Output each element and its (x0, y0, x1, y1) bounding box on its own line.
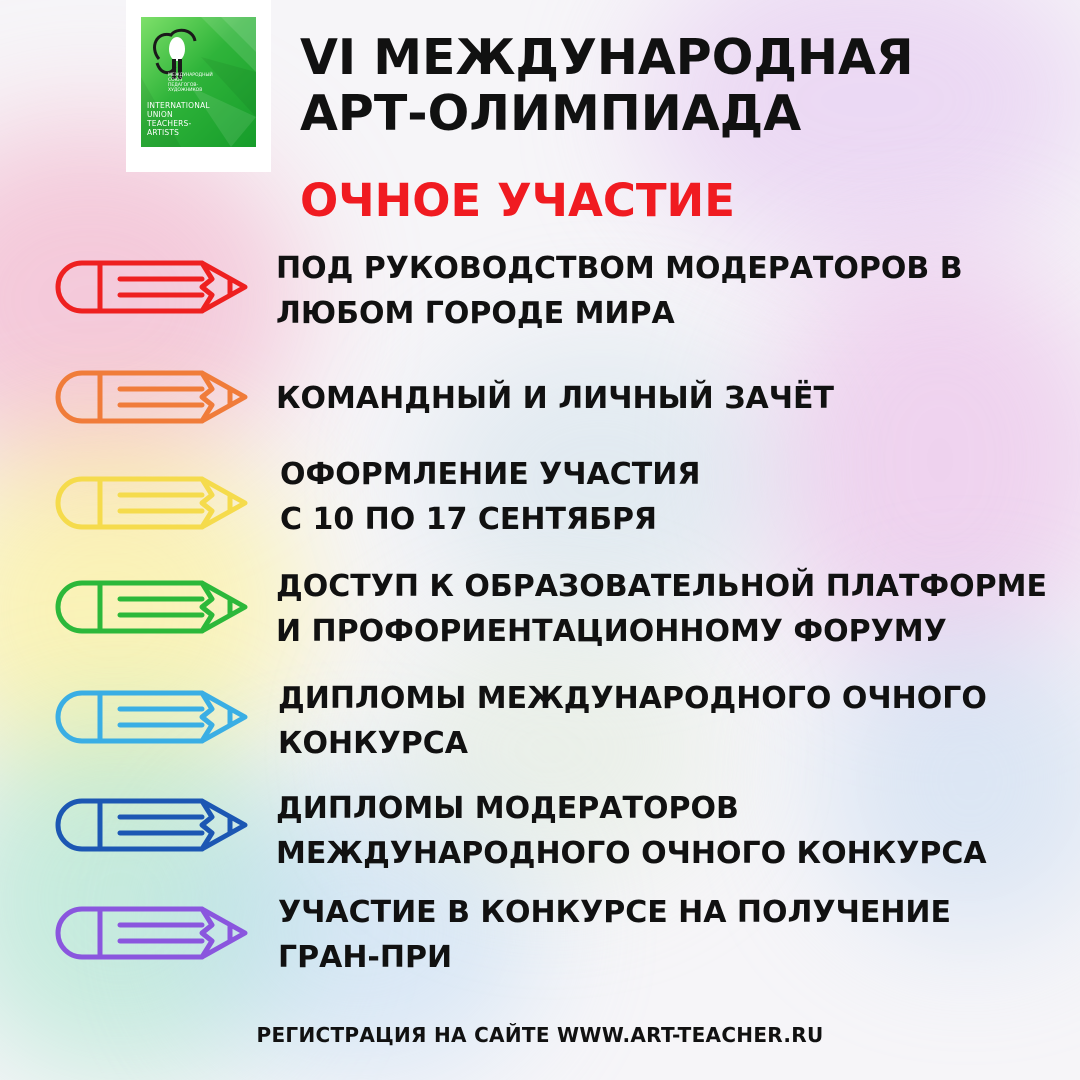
feature-line: УЧАСТИЕ В КОНКУРСЕ НА ПОЛУЧЕНИЕ (278, 895, 952, 930)
pencil-icon (52, 368, 250, 426)
feature-line: МЕЖДУНАРОДНОГО ОЧНОГО КОНКУРСА (276, 836, 987, 871)
title-line: АРТ-ОЛИМПИАДА (300, 85, 802, 142)
feature-text (278, 890, 951, 980)
feature-line: ДИПЛОМЫ МОДЕРАТОРОВ (276, 791, 739, 826)
feature-line: ДИПЛОМЫ МЕЖДУНАРОДНОГО ОЧНОГО (278, 681, 987, 716)
feature-text (276, 246, 963, 336)
feature-text (276, 376, 834, 421)
logo-caption-ru (168, 73, 228, 93)
feature-text (280, 452, 700, 542)
feature-line: ЛЮБОМ ГОРОДЕ МИРА (276, 296, 675, 331)
pencil-icon (52, 474, 250, 532)
logo-small-line: МЕЖДУНАРОДНЫЙ (168, 73, 213, 78)
logo-text-line: ARTISTS (147, 128, 180, 137)
footer-registration: РЕГИСТРАЦИЯ НА САЙТЕ WWW.ART-TEACHER.RU (256, 1023, 824, 1047)
logo-text-line: INTERNATIONAL (147, 101, 210, 110)
feature-line: ДОСТУП К ОБРАЗОВАТЕЛЬНОЙ ПЛАТФОРМЕ (276, 569, 1048, 604)
page-subtitle: ОЧНОЕ УЧАСТИЕ (300, 174, 735, 227)
feature-text (278, 676, 987, 766)
feature-line: ГРАН-ПРИ (278, 940, 453, 975)
feature-line: ОФОРМЛЕНИЕ УЧАСТИЯ (280, 457, 701, 492)
feature-text (276, 786, 987, 876)
logo-small-line: ХУДОЖНИКОВ (168, 88, 203, 93)
feature-line: КОНКУРСА (278, 726, 469, 761)
logo-text-line: TEACHERS- (147, 119, 192, 128)
feature-line: И ПРОФОРИЕНТАЦИОННОМУ ФОРУМУ (276, 614, 947, 649)
feature-line: КОМАНДНЫЙ И ЛИЧНЫЙ ЗАЧЁТ (276, 381, 834, 416)
page-title (300, 30, 914, 142)
feature-line: ПОД РУКОВОДСТВОМ МОДЕРАТОРОВ В (276, 251, 963, 286)
logo-square (141, 17, 256, 147)
logo-small-line: ПЕДАГОГОВ- (168, 83, 199, 88)
feature-line: С 10 ПО 17 СЕНТЯБРЯ (280, 502, 658, 537)
feature-text (276, 564, 1047, 654)
logo-small-line: СОЮЗ (168, 78, 183, 83)
title-line: VI МЕЖДУНАРОДНАЯ (300, 29, 914, 86)
pencil-icon (52, 904, 250, 962)
pencil-icon (52, 578, 250, 636)
pencil-icon (52, 258, 250, 316)
logo (126, 0, 271, 172)
pencil-icon (52, 688, 250, 746)
logo-caption (147, 101, 252, 137)
logo-text-line: UNION (147, 110, 173, 119)
pencil-icon (52, 796, 250, 854)
